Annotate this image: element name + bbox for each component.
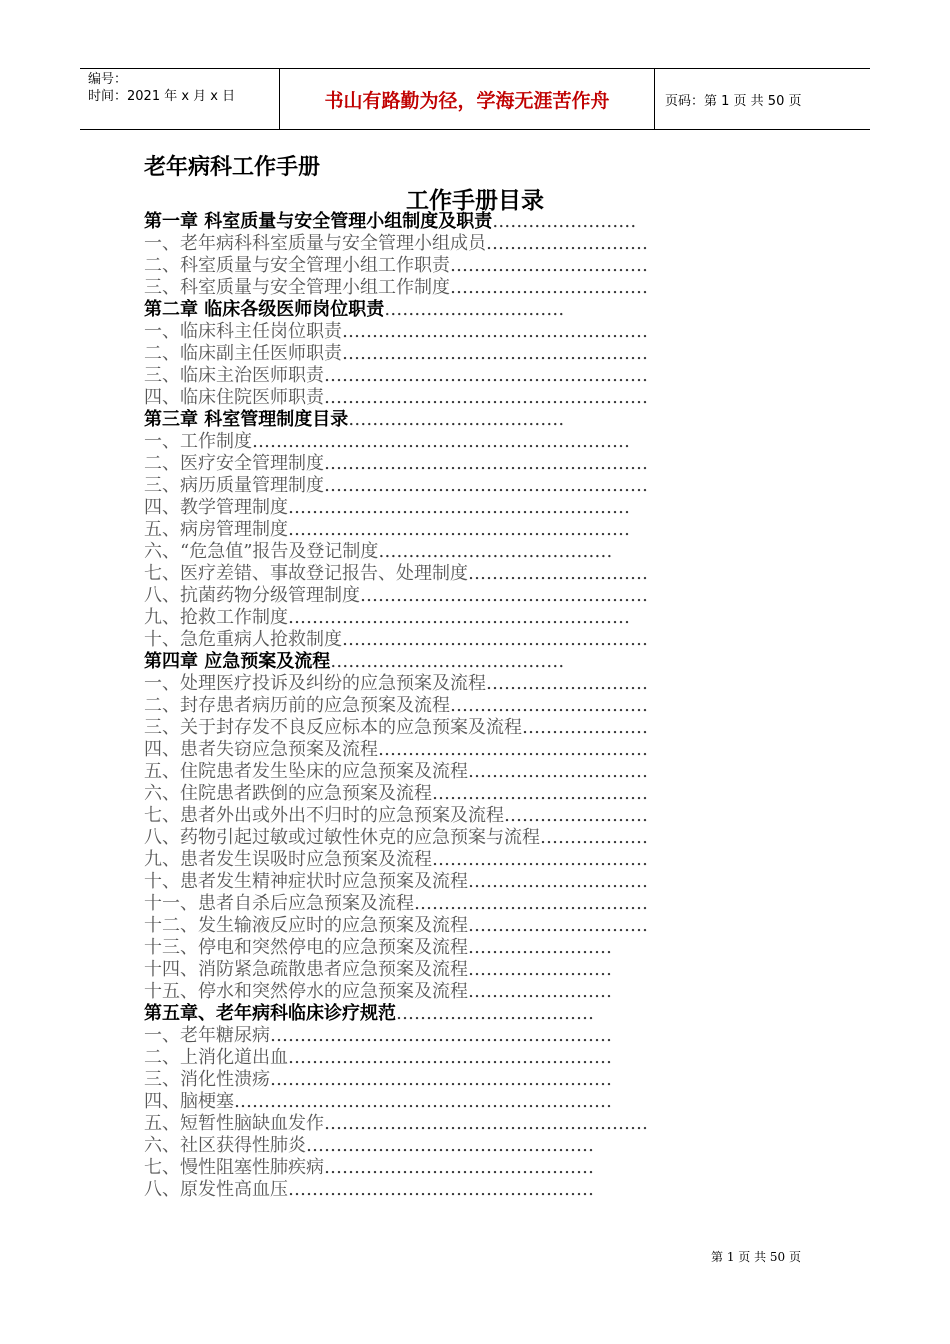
toc-entry-label: 二、封存患者病历前的应急预案及流程 bbox=[144, 695, 450, 716]
toc-entry-label: 一、老年糖尿病 bbox=[144, 1025, 270, 1046]
toc-entry-label: 一、老年病科科室质量与安全管理小组成员 bbox=[144, 233, 486, 254]
toc-entry-label: 二、上消化道出血 bbox=[144, 1047, 288, 1068]
toc-leader-dots: …………………… bbox=[468, 937, 612, 958]
toc-leader-dots: ……………………………………… bbox=[378, 739, 648, 760]
toc-section-entry bbox=[144, 937, 756, 959]
toc-leader-dots: ………………………………………… bbox=[360, 585, 648, 606]
toc-section-entry bbox=[144, 321, 756, 343]
toc-section-entry bbox=[144, 1025, 756, 1047]
toc-leader-dots: ……………………………………………… bbox=[324, 475, 648, 496]
toc-entry-label: 八、原发性高血压 bbox=[144, 1179, 288, 1200]
toc-entry-label: 一、处理医疗投诉及纠纷的应急预案及流程 bbox=[144, 673, 486, 694]
toc-leader-dots: ………………………… bbox=[384, 299, 565, 320]
toc-leader-dots: ……………………………… bbox=[348, 409, 565, 430]
toc-entry-label: 二、医疗安全管理制度 bbox=[144, 453, 324, 474]
toc-section-entry bbox=[144, 607, 756, 629]
toc-leader-dots: ………………………… bbox=[468, 761, 648, 782]
toc-entry-label: 四、临床住院医师职责 bbox=[144, 387, 324, 408]
toc-entry-label: 八、抗菌药物分级管理制度 bbox=[144, 585, 360, 606]
toc-section-entry bbox=[144, 783, 756, 805]
toc-entry-label: 十一、患者自杀后应急预案及流程 bbox=[144, 893, 414, 914]
toc-entry-label: 二、临床副主任医师职责 bbox=[144, 343, 342, 364]
toc-section-entry bbox=[144, 431, 756, 453]
toc-entry-label: 九、患者发生误吸时应急预案及流程 bbox=[144, 849, 432, 870]
toc-section-entry bbox=[144, 717, 756, 739]
header-page-number: 页码：第 1 页 共 50 页 bbox=[665, 93, 802, 109]
toc-section-entry bbox=[144, 343, 756, 365]
table-of-contents bbox=[144, 211, 756, 1201]
toc-entry-label: 七、慢性阻塞性肺疾病 bbox=[144, 1157, 324, 1178]
toc-leader-dots: …………………………………………… bbox=[342, 343, 648, 364]
toc-leader-dots: ………………………………… bbox=[330, 651, 565, 672]
toc-entry-label: 十、患者发生精神症状时应急预案及流程 bbox=[144, 871, 468, 892]
toc-section-entry bbox=[144, 849, 756, 871]
toc-leader-dots: ………………………………………………… bbox=[270, 1069, 612, 1090]
toc-section-entry bbox=[144, 673, 756, 695]
toc-leader-dots: ……………………………… bbox=[432, 849, 648, 870]
toc-section-entry bbox=[144, 629, 756, 651]
toc-entry-label: 七、患者外出或外出不归时的应急预案及流程 bbox=[144, 805, 504, 826]
toc-section-entry bbox=[144, 365, 756, 387]
toc-entry-label: 二、科室质量与安全管理小组工作职责 bbox=[144, 255, 450, 276]
toc-entry-label: 第三章 科室管理制度目录 bbox=[144, 409, 349, 430]
toc-entry-label: 十四、消防紧急疏散患者应急预案及流程 bbox=[144, 959, 468, 980]
toc-leader-dots: ……………………………………………… bbox=[288, 1047, 612, 1068]
toc-entry-label: 六、住院患者跌倒的应急预案及流程 bbox=[144, 783, 432, 804]
toc-leader-dots: ……………………… bbox=[486, 233, 648, 254]
toc-entry-label: 三、科室质量与安全管理小组工作制度 bbox=[144, 277, 450, 298]
toc-section-entry bbox=[144, 1069, 756, 1091]
toc-entry-label: 三、病历质量管理制度 bbox=[144, 475, 324, 496]
toc-entry-label: 五、短暂性脑缺血发作 bbox=[144, 1113, 324, 1134]
toc-section-entry bbox=[144, 761, 756, 783]
toc-section-entry bbox=[144, 585, 756, 607]
toc-section-entry bbox=[144, 255, 756, 277]
toc-entry-label: 第五章、老年病科临床诊疗规范 bbox=[144, 1003, 396, 1024]
toc-entry-label: 三、临床主治医师职责 bbox=[144, 365, 324, 386]
toc-leader-dots: …………………… bbox=[492, 211, 637, 232]
page-title: 老年病科工作手册 bbox=[144, 155, 321, 180]
toc-section-entry bbox=[144, 915, 756, 937]
toc-leader-dots: ……………………… bbox=[486, 673, 648, 694]
toc-section-entry bbox=[144, 277, 756, 299]
toc-leader-dots: …………………………………………… bbox=[342, 321, 648, 342]
toc-leader-dots: ……………………………………………… bbox=[324, 1113, 648, 1134]
toc-section-entry bbox=[144, 519, 756, 541]
toc-section-entry bbox=[144, 981, 756, 1003]
toc-entry-label: 一、工作制度 bbox=[144, 431, 252, 452]
toc-section-entry bbox=[144, 827, 756, 849]
toc-entry-label: 三、关于封存发不良反应标本的应急预案及流程 bbox=[144, 717, 522, 738]
toc-leader-dots: …………………… bbox=[504, 805, 648, 826]
page-header bbox=[80, 68, 870, 130]
toc-leader-dots: …………………………… bbox=[450, 277, 648, 298]
toc-leader-dots: …………………… bbox=[468, 981, 612, 1002]
toc-chapter-entry bbox=[144, 211, 756, 233]
toc-leader-dots: …………………………… bbox=[450, 695, 648, 716]
toc-section-entry bbox=[144, 497, 756, 519]
toc-leader-dots: …………………………………………… bbox=[288, 1179, 594, 1200]
toc-entry-label: 十三、停电和突然停电的应急预案及流程 bbox=[144, 937, 468, 958]
toc-section-entry bbox=[144, 739, 756, 761]
toc-section-entry bbox=[144, 959, 756, 981]
toc-entry-label: 十二、发生输液反应时的应急预案及流程 bbox=[144, 915, 468, 936]
toc-section-entry bbox=[144, 1047, 756, 1069]
toc-section-entry bbox=[144, 805, 756, 827]
toc-leader-dots: ……………… bbox=[540, 827, 648, 848]
toc-leader-dots: ………………………… bbox=[468, 871, 648, 892]
document-date-label: 时间：2021 年 x 月 x 日 bbox=[88, 89, 236, 104]
toc-chapter-entry bbox=[144, 1003, 756, 1025]
toc-leader-dots: ………………………………………………… bbox=[270, 1025, 612, 1046]
toc-entry-label: 四、教学管理制度 bbox=[144, 497, 288, 518]
toc-title: 工作手册目录 bbox=[406, 188, 544, 214]
toc-entry-label: 十五、停水和突然停水的应急预案及流程 bbox=[144, 981, 468, 1002]
toc-leader-dots: ………………………………………………… bbox=[288, 607, 630, 628]
toc-section-entry bbox=[144, 1091, 756, 1113]
toc-entry-label: 第四章 应急预案及流程 bbox=[144, 651, 331, 672]
toc-entry-label: 六、“危急值”报告及登记制度 bbox=[144, 541, 379, 562]
toc-chapter-entry bbox=[144, 409, 756, 431]
toc-leader-dots: ……………………………………………… bbox=[324, 365, 648, 386]
toc-chapter-entry bbox=[144, 651, 756, 673]
header-meta bbox=[80, 69, 280, 129]
toc-entry-label: 五、住院患者发生坠床的应急预案及流程 bbox=[144, 761, 468, 782]
toc-chapter-entry bbox=[144, 299, 756, 321]
toc-leader-dots: …………………… bbox=[468, 959, 612, 980]
toc-section-entry bbox=[144, 387, 756, 409]
toc-leader-dots: ………………………………………………… bbox=[288, 497, 630, 518]
toc-leader-dots: ……………………………………… bbox=[324, 1157, 594, 1178]
toc-section-entry bbox=[144, 475, 756, 497]
toc-section-entry bbox=[144, 695, 756, 717]
toc-leader-dots: ……………………………………………… bbox=[324, 453, 648, 474]
toc-entry-label: 三、消化性溃疡 bbox=[144, 1069, 270, 1090]
toc-leader-dots: …………………………… bbox=[450, 255, 648, 276]
toc-entry-label: 四、患者失窃应急预案及流程 bbox=[144, 739, 378, 760]
toc-leader-dots: ……………………………………………… bbox=[324, 387, 648, 408]
toc-leader-dots: ……………………………… bbox=[432, 783, 648, 804]
toc-section-entry bbox=[144, 563, 756, 585]
page-footer: 第 1 页 共 50 页 bbox=[711, 1250, 801, 1264]
toc-leader-dots: ………………… bbox=[522, 717, 648, 738]
toc-entry-label: 五、病房管理制度 bbox=[144, 519, 288, 540]
toc-entry-label: 十、急危重病人抢救制度 bbox=[144, 629, 342, 650]
toc-entry-label: 第二章 临床各级医师岗位职责 bbox=[144, 299, 385, 320]
toc-leader-dots: ……………………………………………………… bbox=[234, 1091, 612, 1112]
toc-section-entry bbox=[144, 453, 756, 475]
toc-section-entry bbox=[144, 1135, 756, 1157]
toc-entry-label: 四、脑梗塞 bbox=[144, 1091, 234, 1112]
toc-leader-dots: ………………………………… bbox=[414, 893, 648, 914]
toc-section-entry bbox=[144, 1113, 756, 1135]
toc-entry-label: 六、社区获得性肺炎 bbox=[144, 1135, 306, 1156]
toc-leader-dots: ………………………… bbox=[468, 915, 648, 936]
toc-leader-dots: ………………………………… bbox=[378, 541, 613, 562]
toc-section-entry bbox=[144, 871, 756, 893]
toc-leader-dots: ……………………………………………………… bbox=[252, 431, 630, 452]
toc-leader-dots: ………………………………………… bbox=[306, 1135, 594, 1156]
toc-leader-dots: …………………………………………… bbox=[342, 629, 648, 650]
toc-section-entry bbox=[144, 893, 756, 915]
toc-section-entry bbox=[144, 541, 756, 563]
toc-entry-label: 八、药物引起过敏或过敏性休克的应急预案与流程 bbox=[144, 827, 540, 848]
header-motto: 书山有路勤为径，学海无涯苦作舟 bbox=[280, 69, 655, 129]
toc-section-entry bbox=[144, 1157, 756, 1179]
toc-section-entry bbox=[144, 233, 756, 255]
toc-leader-dots: ………………………… bbox=[468, 563, 648, 584]
toc-leader-dots: ………………………………………………… bbox=[288, 519, 630, 540]
toc-entry-label: 第一章 科室质量与安全管理小组制度及职责 bbox=[144, 211, 493, 232]
toc-entry-label: 九、抢救工作制度 bbox=[144, 607, 288, 628]
toc-section-entry bbox=[144, 1179, 756, 1201]
toc-leader-dots: …………………………… bbox=[396, 1003, 594, 1024]
document-number-label: 编号： bbox=[88, 72, 128, 87]
toc-entry-label: 一、临床科主任岗位职责 bbox=[144, 321, 342, 342]
toc-entry-label: 七、医疗差错、事故登记报告、处理制度 bbox=[144, 563, 468, 584]
